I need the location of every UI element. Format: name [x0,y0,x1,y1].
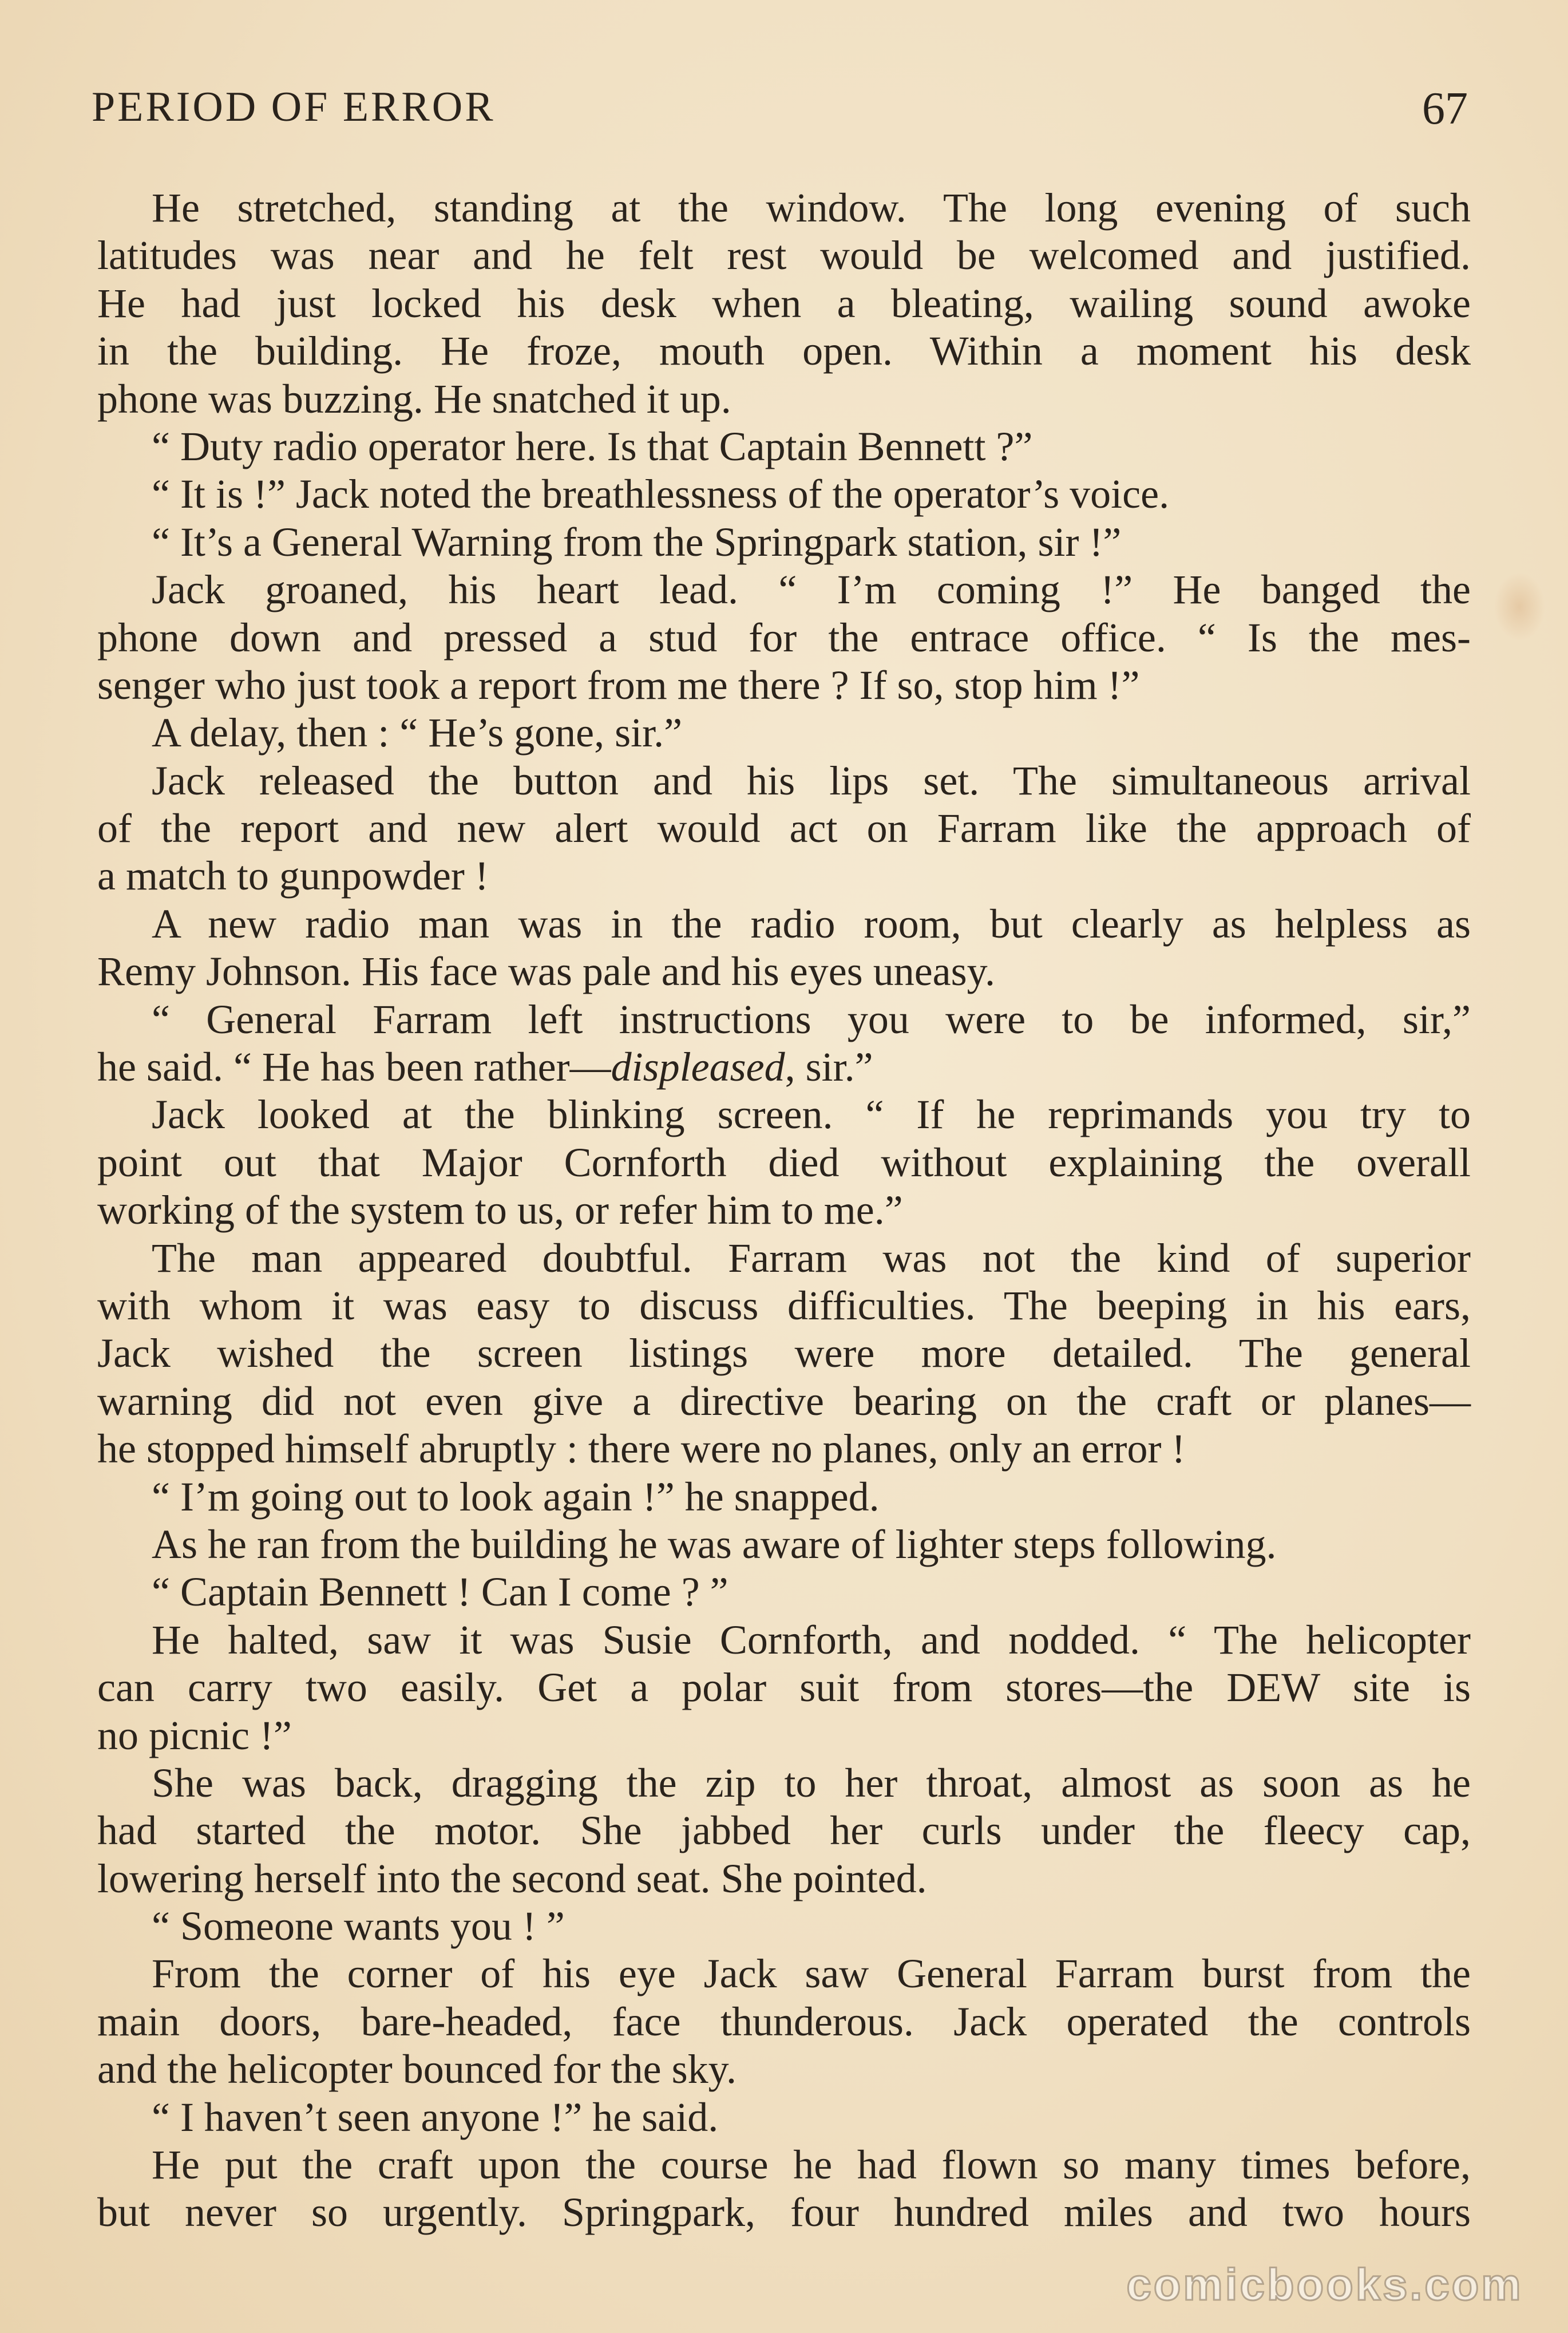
text-line: He stretched, standing at the window. The long evening of such [152,185,1471,231]
text-line: can carry two easily. Get a polar suit from stores—the DEW site is [97,1664,1471,1711]
text-line: “ General Farram left instructions you were to be informed, sir,” [152,996,1471,1042]
text-line: but never so urgently. Springpark, four hundred miles and two hours [97,2189,1471,2236]
text-line: phone was buzzing. He snatched it up. [97,375,731,422]
text-line: he said. “ He has been rather—displeased, sir.” [97,1044,873,1090]
text-line: working of the system to us, or refer him to me.” [97,1187,903,1233]
text-line: Jack released the button and his lips set. The simultaneous arrival [152,757,1471,804]
text-line: A delay, then : “ He’s gone, sir.” [152,710,683,756]
text-line: he stopped himself abruptly : there were no planes, only an error ! [97,1426,1186,1472]
text-line: From the corner of his eye Jack saw General Farram burst from the [152,1951,1471,1997]
text-line: a match to gunpowder ! [97,853,489,899]
text-line: main doors, bare-headed, face thunderous. Jack operated the controls [97,1998,1471,2045]
watermark-logo [1119,2253,1531,2322]
text-line: had started the motor. She jabbed her curls under the fleecy cap, [97,1808,1471,1854]
text-line: no picnic !” [97,1712,292,1758]
text-line: Remy Johnson. His face was pale and his eyes uneasy. [97,948,995,995]
text-line: “ Duty radio operator here. Is that Captain Bennett ?” [152,423,1033,469]
body-text [97,184,1471,2237]
text-line: As he ran from the building he was aware of lighter steps following. [152,1521,1277,1567]
text-line: “ Captain Bennett ! Can I come ? ” [152,1569,728,1615]
text-line: of the report and new alert would act on Farram like the approach of [97,805,1471,852]
text-line: She was back, dragging the zip to her throat, almost as soon as he [152,1759,1471,1806]
running-head: PERIOD OF ERROR [92,84,496,131]
text-line: “ Someone wants you ! ” [152,1903,565,1950]
text-line: latitudes was near and he felt rest would be welcomed and justified. [97,232,1471,279]
text-line: lowering herself into the second seat. She pointed. [97,1855,927,1901]
text-line: He halted, saw it was Susie Cornforth, and nodded. “ The helicopter [152,1616,1471,1663]
text-line: phone down and pressed a stud for the entrace office. “ Is the mes- [97,614,1471,661]
text-line: Jack looked at the blinking screen. “ If he reprimands you try to [152,1092,1471,1138]
text-line: point out that Major Cornforth died without explaining the overall [97,1139,1471,1185]
text-line: A new radio man was in the radio room, but clearly as helpless as [152,900,1471,947]
text-line: Jack wished the screen listings were more detailed. The general [97,1330,1471,1377]
paper-stain [1494,572,1545,641]
text-line: “ It is !” Jack noted the breathlessness of the operator’s voice. [152,471,1170,517]
text-line: “ I’m going out to look again !” he snapped. [152,1473,880,1520]
watermark-text: comicbooks.com [1126,2259,1523,2310]
text-line: with whom it was easy to discuss difficulties. The beeping in his ears, [97,1282,1471,1328]
text-line: The man appeared doubtful. Farram was not the kind of superior [152,1235,1471,1281]
text-line: Jack groaned, his heart lead. “ I’m coming !” He banged the [152,567,1471,613]
page-number: 67 [1422,84,1468,134]
text-line: and the helicopter bounced for the sky. [97,2046,737,2093]
italic-word: displeased [611,1044,785,1090]
text-line: “ I haven’t seen anyone !” he said. [152,2094,719,2140]
watermark [1119,2253,1531,2322]
text-line: warning did not even give a directive bearing on the craft or planes— [97,1378,1471,1424]
text-line: “ It’s a General Warning from the Springpark station, sir !” [152,519,1122,565]
text-line: in the building. He froze, mouth open. Within a moment his desk [97,328,1471,374]
text-line: He put the craft upon the course he had flown so many times before, [152,2142,1471,2188]
text-line: He had just locked his desk when a bleating, wailing sound awoke [97,280,1471,326]
text-line: senger who just took a report from me there ? If so, stop him !” [97,662,1140,708]
